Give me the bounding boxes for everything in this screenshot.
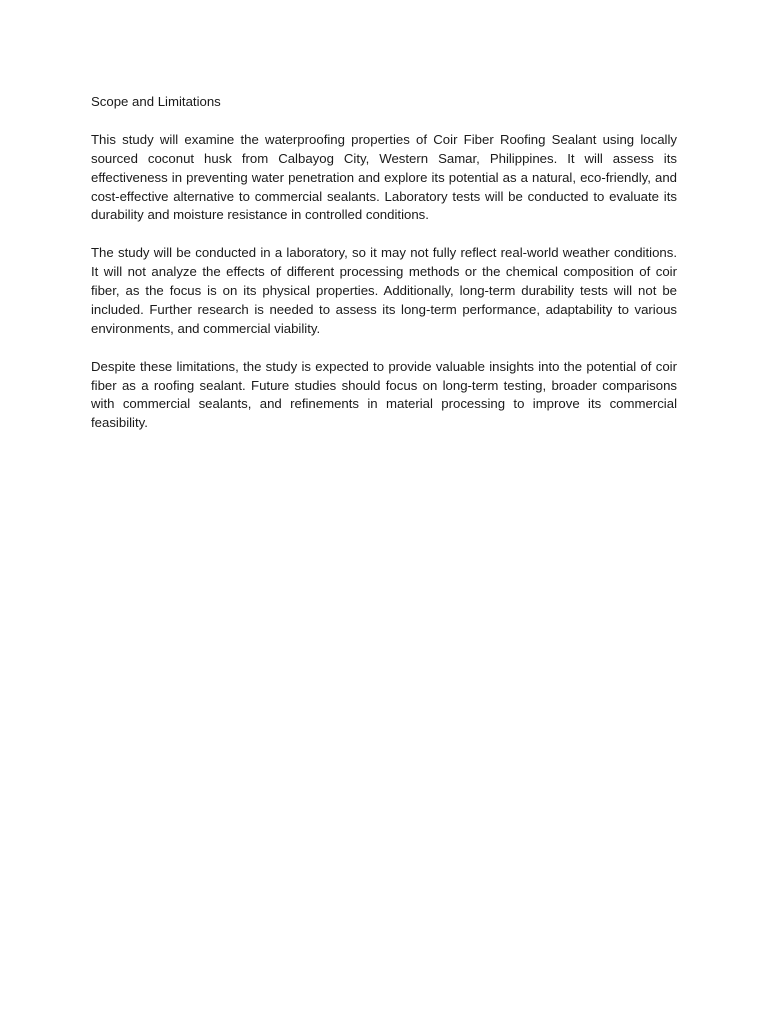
- paragraph-scope: This study will examine the waterproofing properties of Coir Fiber Roofing Sealant using locally sourced coconut husk from Calbayog City, Western Samar, Philippines. It will assess its effectiveness in preventing water penetration and explore its potential as a natural, eco-friendly, and cost-effective alternative to commercial sealants. Laboratory tests will be conducted to evaluate its durability and moisture resistance in controlled conditions.: [91, 131, 677, 223]
- paragraph-conclusion: Despite these limitations, the study is expected to provide valuable insights into the potential of coir fiber as a roofing sealant. Future studies should focus on long-term testing, broader comparisons with commercial sealants, and refinements in material processing to improve its commercial feasibility.: [91, 358, 677, 431]
- document-body: [91, 93, 677, 452]
- section-heading: Scope and Limitations: [91, 94, 221, 109]
- paragraph-limitations: The study will be conducted in a laboratory, so it may not fully reflect real-world weather conditions. It will not analyze the effects of different processing methods or the chemical composition of coir fiber, as the focus is on its physical properties. Additionally, long-term durability tests will not be included. Further research is needed to assess its long-term performance, adaptability to various environments, and commercial viability.: [91, 245, 677, 336]
